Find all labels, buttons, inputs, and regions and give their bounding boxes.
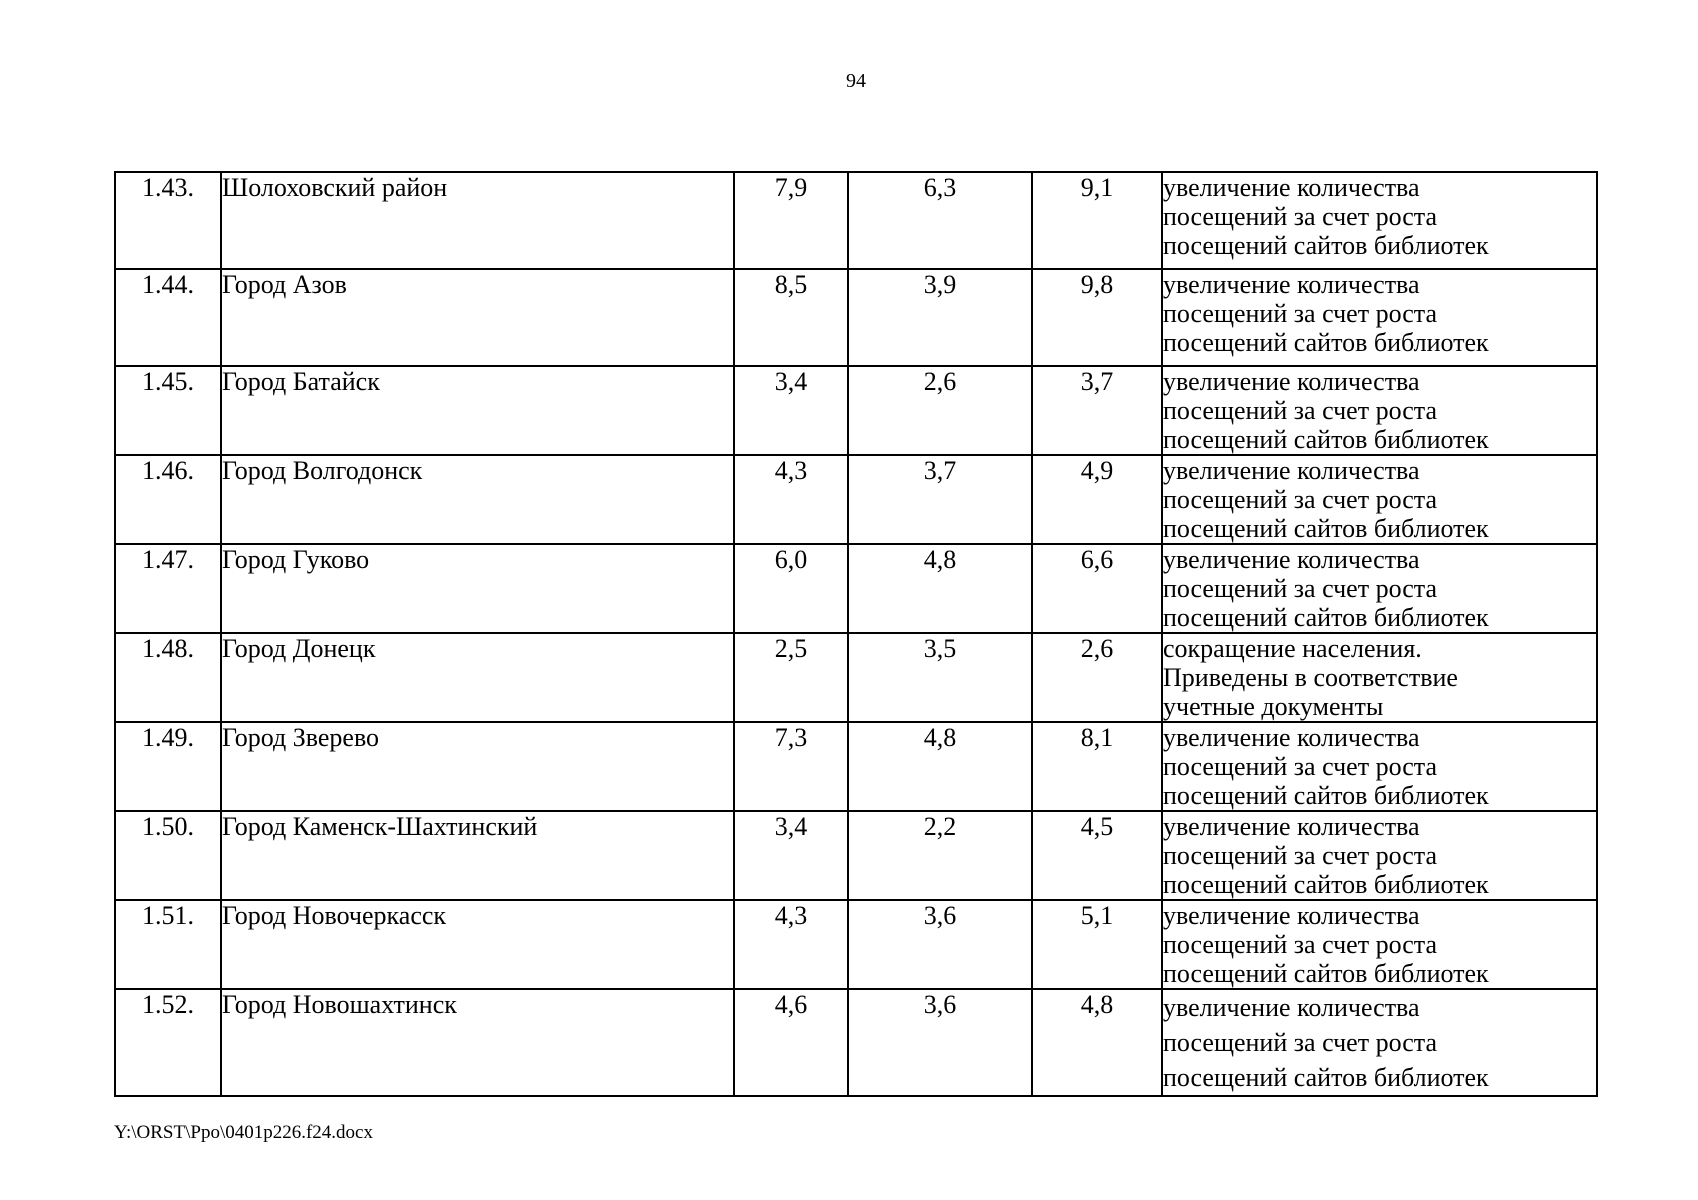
note-line: увеличение количества (1163, 812, 1420, 841)
value-cell-2: 2,2 (848, 811, 1032, 900)
page-number: 94 (846, 70, 866, 92)
table-row (115, 722, 1597, 811)
table-row (115, 989, 1597, 1096)
note-line: посещений сайтов библиотек (1163, 603, 1489, 632)
value-cell-1: 3,4 (734, 366, 848, 455)
note-line: посещений за счет роста (1163, 396, 1437, 425)
value-cell-2: 2,6 (848, 366, 1032, 455)
value-cell-1: 7,3 (734, 722, 848, 811)
note-line: посещений за счет роста (1163, 841, 1437, 870)
row-number: 1.45. (115, 366, 221, 455)
value-cell-2: 4,8 (848, 722, 1032, 811)
table-row (115, 811, 1597, 900)
value-cell-1: 2,5 (734, 633, 848, 722)
table-row (115, 544, 1597, 633)
row-number: 1.47. (115, 544, 221, 633)
note-line: посещений сайтов библиотек (1163, 328, 1489, 357)
table-row (115, 366, 1597, 455)
municipality-name: Город Каменск-Шахтинский (221, 811, 734, 900)
note-line: посещений сайтов библиотек (1163, 514, 1489, 543)
row-number: 1.48. (115, 633, 221, 722)
note-cell (1162, 900, 1597, 989)
note-line: посещений за счет роста (1163, 485, 1437, 514)
municipality-name: Город Новошахтинск (221, 989, 734, 1096)
municipality-name: Город Новочеркасск (221, 900, 734, 989)
note-line: учетные документы (1163, 692, 1384, 721)
municipality-name: Город Волгодонск (221, 455, 734, 544)
value-cell-3: 2,6 (1032, 633, 1162, 722)
note-line: сокращение населения. (1163, 634, 1422, 663)
value-cell-1: 3,4 (734, 811, 848, 900)
note-line: посещений сайтов библиотек (1163, 425, 1489, 454)
value-cell-2: 3,9 (848, 269, 1032, 366)
note-line: посещений за счет роста (1163, 1028, 1437, 1057)
note-line: посещений сайтов библиотек (1163, 870, 1489, 899)
value-cell-2: 3,7 (848, 455, 1032, 544)
note-line: посещений за счет роста (1163, 930, 1437, 959)
note-line: посещений сайтов библиотек (1163, 1063, 1489, 1092)
row-number: 1.50. (115, 811, 221, 900)
table-row (115, 900, 1597, 989)
note-line: увеличение количества (1163, 270, 1420, 299)
row-number: 1.51. (115, 900, 221, 989)
value-cell-2: 3,6 (848, 989, 1032, 1096)
value-cell-1: 8,5 (734, 269, 848, 366)
note-cell (1162, 172, 1597, 269)
row-number: 1.49. (115, 722, 221, 811)
municipality-name: Город Зверево (221, 722, 734, 811)
municipality-name: Шолоховский район (221, 172, 734, 269)
table-row (115, 633, 1597, 722)
value-cell-3: 4,9 (1032, 455, 1162, 544)
value-cell-1: 4,3 (734, 900, 848, 989)
note-line: увеличение количества (1163, 901, 1420, 930)
note-line: увеличение количества (1163, 367, 1420, 396)
value-cell-2: 4,8 (848, 544, 1032, 633)
note-line: посещений сайтов библиотек (1163, 781, 1489, 810)
municipality-name: Город Батайск (221, 366, 734, 455)
table-row (115, 172, 1597, 269)
value-cell-1: 4,6 (734, 989, 848, 1096)
note-cell (1162, 811, 1597, 900)
row-number: 1.46. (115, 455, 221, 544)
note-line: посещений за счет роста (1163, 752, 1437, 781)
data-table (114, 171, 1598, 1097)
municipality-name: Город Гуково (221, 544, 734, 633)
note-cell (1162, 455, 1597, 544)
value-cell-3: 9,1 (1032, 172, 1162, 269)
note-cell (1162, 269, 1597, 366)
note-line: увеличение количества (1163, 993, 1420, 1022)
note-cell (1162, 722, 1597, 811)
note-cell (1162, 633, 1597, 722)
value-cell-2: 3,5 (848, 633, 1032, 722)
note-line: посещений за счет роста (1163, 299, 1437, 328)
note-line: посещений сайтов библиотек (1163, 231, 1489, 260)
value-cell-2: 3,6 (848, 900, 1032, 989)
note-line: увеличение количества (1163, 173, 1420, 202)
value-cell-1: 6,0 (734, 544, 848, 633)
value-cell-3: 3,7 (1032, 366, 1162, 455)
row-number: 1.44. (115, 269, 221, 366)
note-line: увеличение количества (1163, 545, 1420, 574)
value-cell-1: 7,9 (734, 172, 848, 269)
row-number: 1.43. (115, 172, 221, 269)
value-cell-3: 8,1 (1032, 722, 1162, 811)
footer-file-path: Y:\ORST\Ppo\0401p226.f24.docx (114, 1122, 373, 1143)
value-cell-3: 9,8 (1032, 269, 1162, 366)
value-cell-2: 6,3 (848, 172, 1032, 269)
note-cell (1162, 989, 1597, 1096)
value-cell-3: 4,5 (1032, 811, 1162, 900)
note-line: Приведены в соответствие (1163, 663, 1458, 692)
note-line: увеличение количества (1163, 456, 1420, 485)
note-line: увеличение количества (1163, 723, 1420, 752)
value-cell-3: 6,6 (1032, 544, 1162, 633)
value-cell-1: 4,3 (734, 455, 848, 544)
note-line: посещений за счет роста (1163, 202, 1437, 231)
value-cell-3: 4,8 (1032, 989, 1162, 1096)
municipality-name: Город Азов (221, 269, 734, 366)
row-number: 1.52. (115, 989, 221, 1096)
municipality-name: Город Донецк (221, 633, 734, 722)
note-cell (1162, 544, 1597, 633)
note-line: посещений сайтов библиотек (1163, 959, 1489, 988)
value-cell-3: 5,1 (1032, 900, 1162, 989)
note-cell (1162, 366, 1597, 455)
table-row (115, 455, 1597, 544)
table-row (115, 269, 1597, 366)
note-line: посещений за счет роста (1163, 574, 1437, 603)
